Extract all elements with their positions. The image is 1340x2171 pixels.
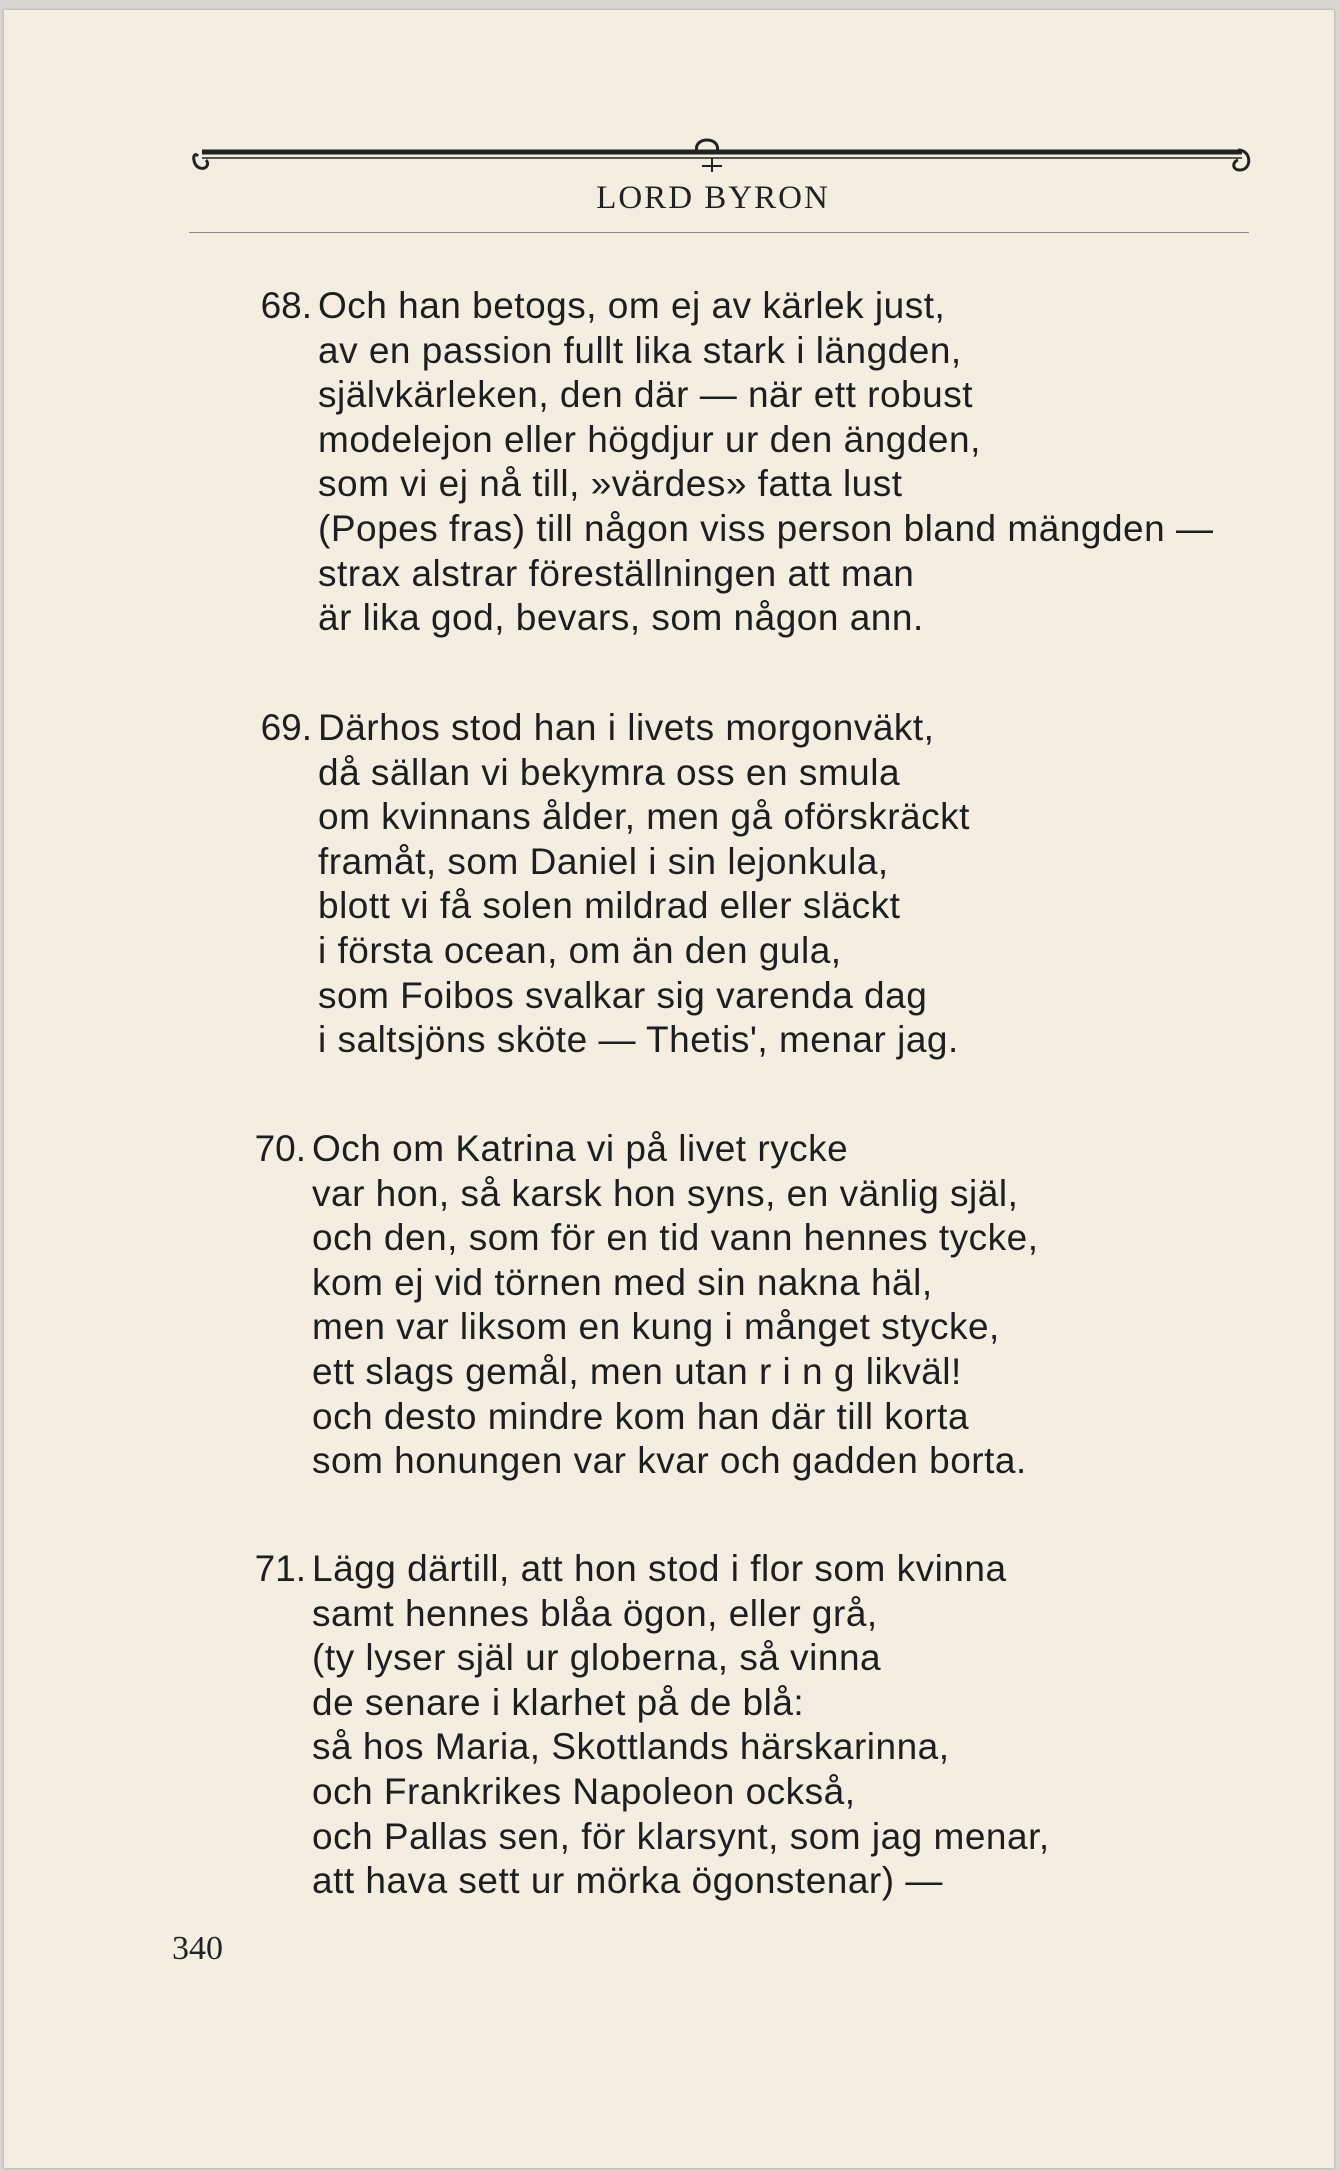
verse-line: i saltsjöns sköte — Thetis', menar jag.: [318, 1019, 959, 1061]
verse-line: och desto mindre kom han där till korta: [312, 1395, 970, 1437]
verse-line: självkärleken, den där — när ett robust: [318, 374, 973, 416]
verse-line: kom ej vid törnen med sin nakna häl,: [312, 1261, 933, 1303]
verse-line: modelejon eller högdjur ur den ängden,: [318, 418, 981, 460]
verse-line: av en passion fullt lika stark i längden,: [318, 329, 962, 371]
verse-line: var hon, så karsk hon syns, en vänlig själ,: [312, 1172, 1019, 1214]
stanza-number: 69.: [260, 707, 312, 748]
verse-line: men var liksom en kung i månget stycke,: [312, 1306, 1000, 1348]
verse-line: Lägg därtill, att hon stod i flor som kvinna: [312, 1548, 1007, 1589]
stanza-number: 70.: [254, 1128, 306, 1169]
verse-line: i första ocean, om än den gula,: [318, 930, 842, 971]
verse-line: samt hennes blåa ögon, eller grå,: [312, 1592, 878, 1634]
verse-line: Därhos stod han i livets morgonväkt,: [318, 707, 935, 748]
page-number: 340: [172, 1930, 223, 1967]
verse-line: och den, som för en tid vann hennes tycke,: [312, 1217, 1039, 1259]
stanza-number: 68.: [260, 285, 312, 326]
verse-line: Och han betogs, om ej av kärlek just,: [318, 285, 946, 326]
verse-line: framåt, som Daniel i sin lejonkula,: [318, 840, 889, 882]
verse-line: (ty lyser själ ur globerna, så vinna: [312, 1637, 882, 1679]
verse-line: så hos Maria, Skottlands härskarinna,: [312, 1726, 950, 1768]
verse-line: att hava sett ur mörka ögonstenar) —: [312, 1860, 943, 1902]
verse-line: de senare i klarhet på de blå:: [312, 1681, 805, 1723]
verse-line: strax alstrar föreställningen att man: [318, 552, 915, 594]
header-rule: [189, 232, 1249, 233]
verse-line: som vi ej nå till, »värdes» fatta lust: [318, 463, 903, 505]
stanza-number: 71.: [254, 1548, 306, 1589]
verse-line: ett slags gemål, men utan r i n g likväl!: [312, 1351, 962, 1392]
running-head: LORD BYRON: [596, 180, 830, 216]
verse-line: (Popes fras) till någon viss person bland mängden —: [318, 508, 1214, 549]
verse-line: och Pallas sen, för klarsynt, som jag menar,: [312, 1815, 1050, 1857]
verse-line: om kvinnans ålder, men gå oförskräckt: [318, 796, 970, 838]
book-page: [4, 10, 1334, 2168]
verse-line: då sällan vi bekymra oss en smula: [318, 751, 901, 793]
verse-line: som honungen var kvar och gadden borta.: [312, 1440, 1027, 1482]
verse-line: blott vi få solen mildrad eller släckt: [318, 885, 901, 927]
verse-line: är lika god, bevars, som någon ann.: [318, 597, 924, 639]
verse-line: som Foibos svalkar sig varenda dag: [318, 974, 928, 1016]
verse-line: Och om Katrina vi på livet rycke: [312, 1128, 849, 1169]
verse-line: och Frankrikes Napoleon också,: [312, 1771, 856, 1812]
